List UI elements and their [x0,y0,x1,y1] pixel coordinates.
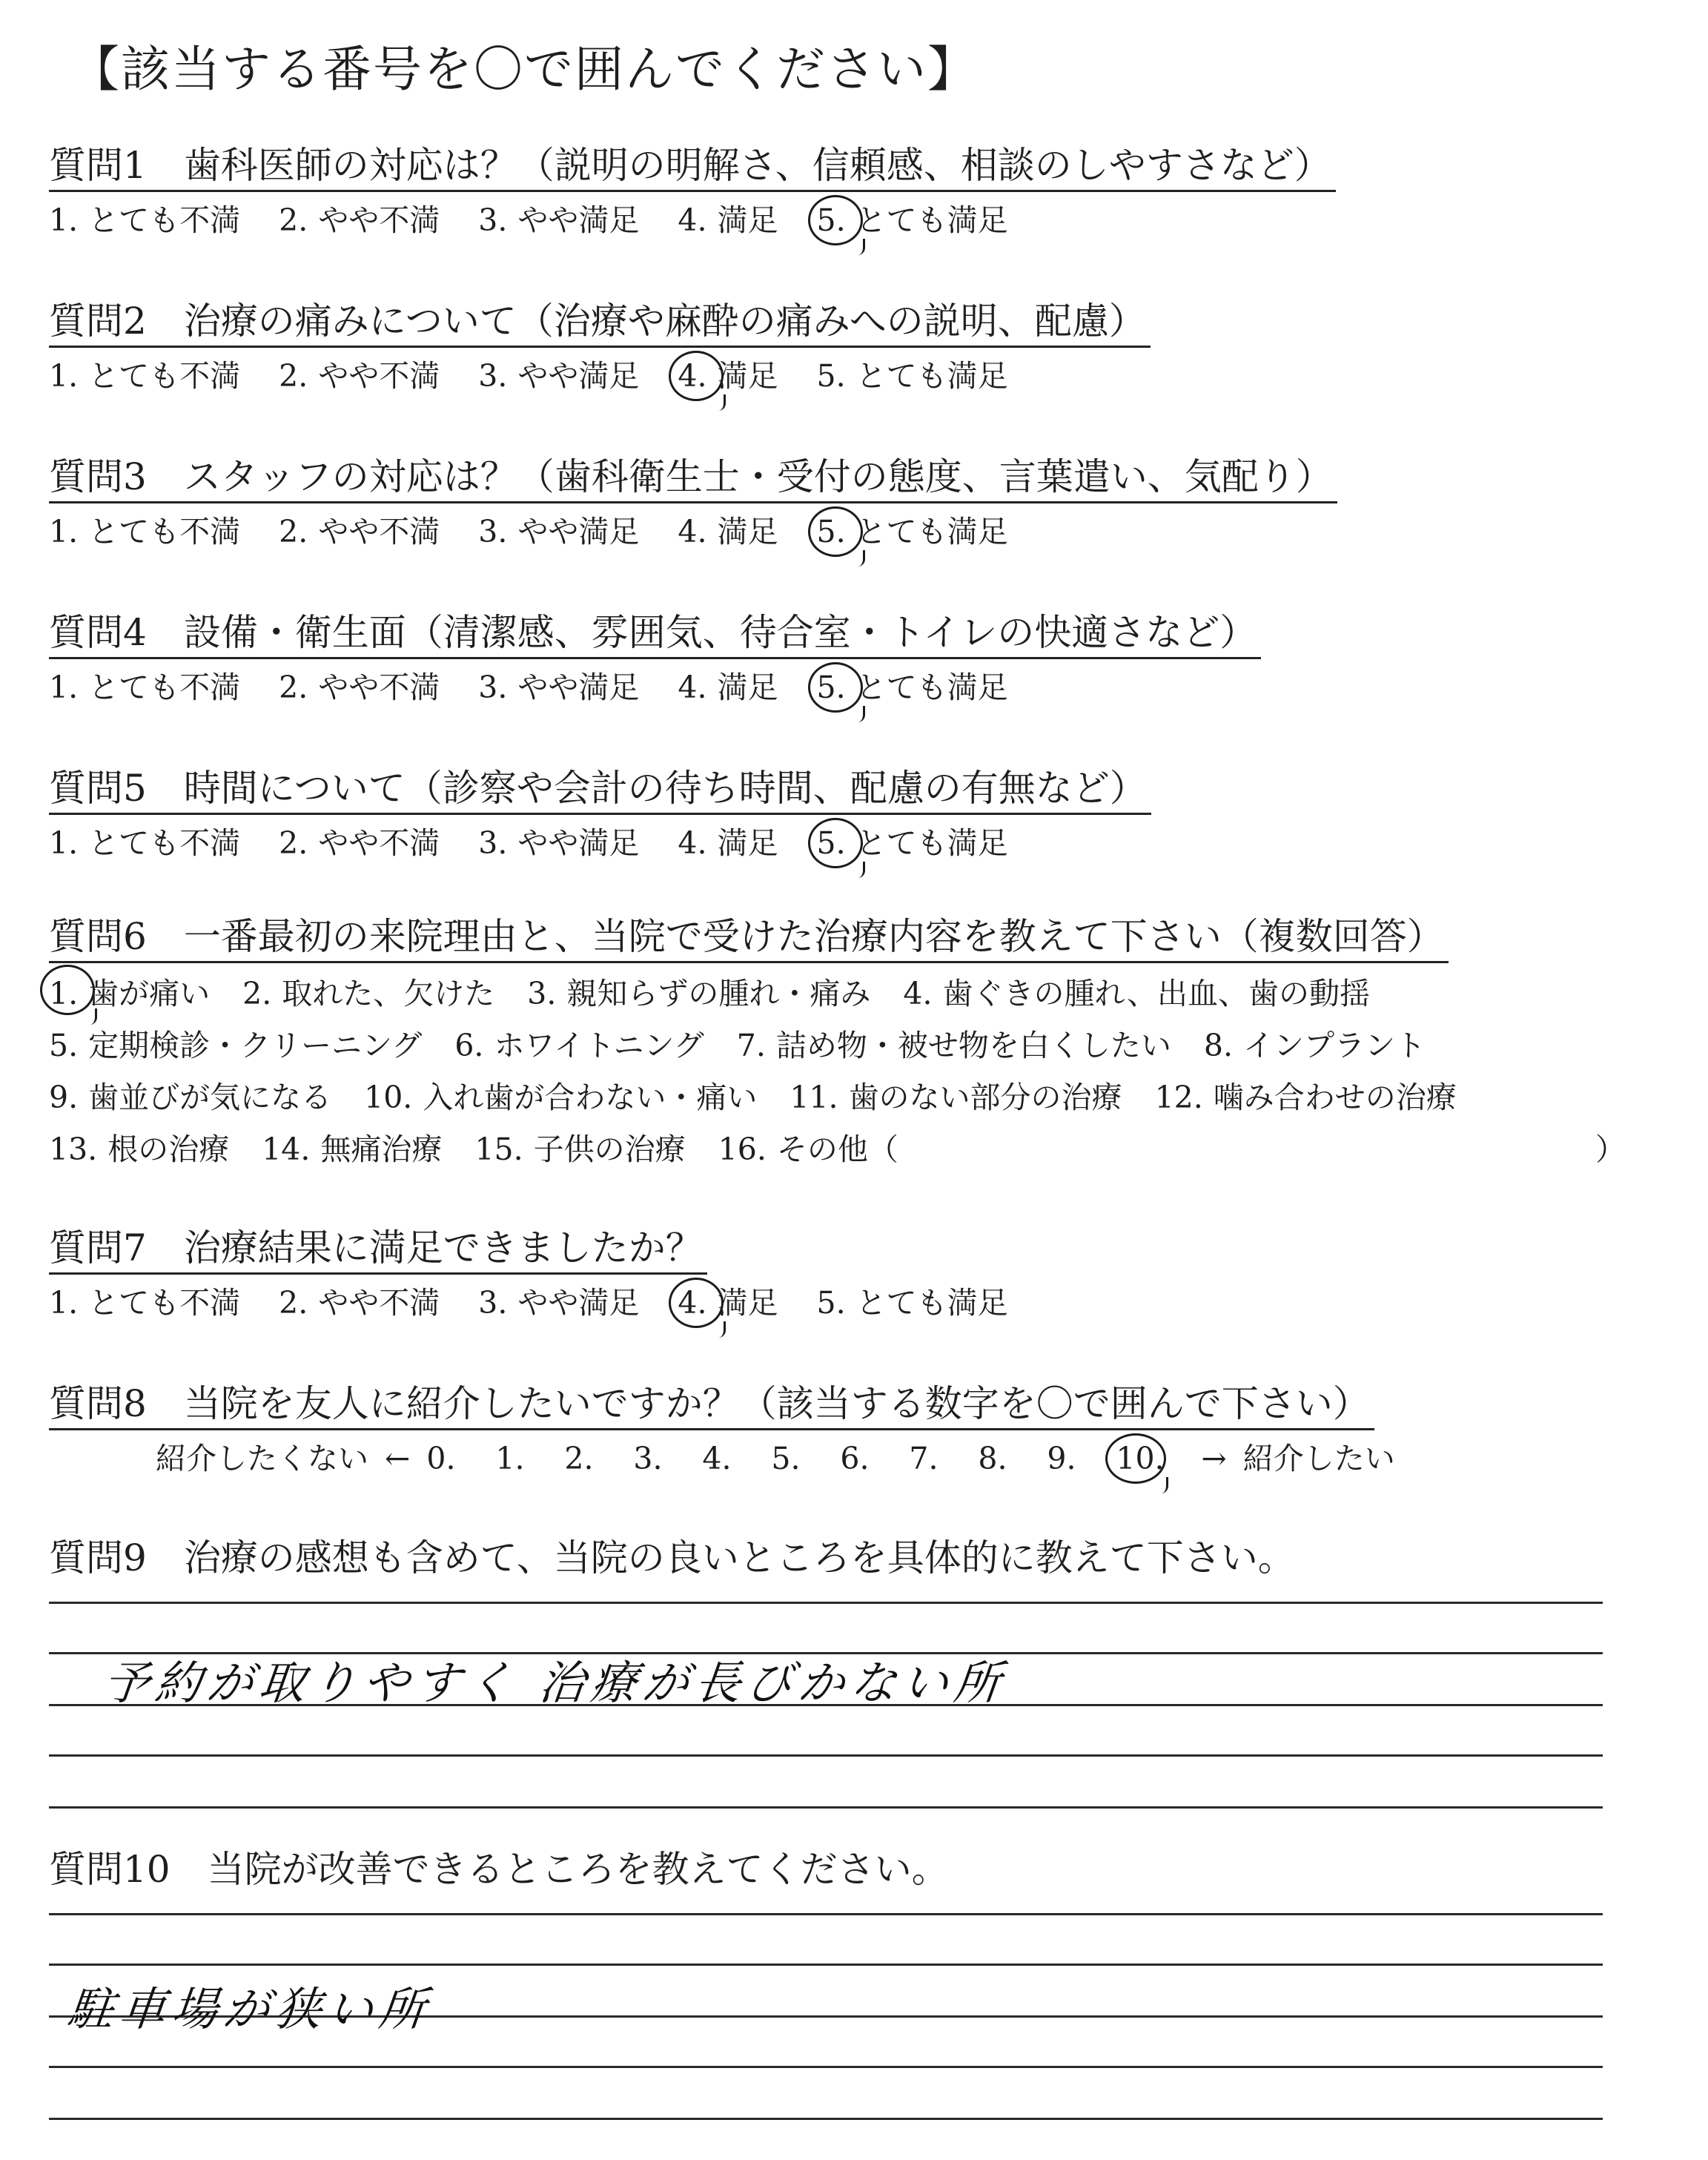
question-text: 治療の感想も含めて、当院の良いところを具体的に教えて下さい。 [183,1536,1295,1579]
question-block [49,1533,1300,1582]
question-block [49,608,1261,710]
question-block [49,912,1626,1175]
option-number: 1. [49,825,79,861]
option-label: とても満足 [855,670,1008,705]
option-number: 4. [678,202,707,238]
scale-option[interactable]: 5. [771,1441,801,1476]
answer-line [49,1754,1603,1757]
option-number: 3. [478,514,508,549]
handwritten-answer[interactable]: 駐車場が狭い所 [64,1982,434,2036]
option-label: インプラント [1243,1028,1426,1063]
scale-option[interactable]: 10. [1116,1436,1185,1481]
option-label: やや不満 [318,358,440,394]
options-row [49,665,1261,710]
question-heading [49,141,1336,192]
option-number: 2. [242,976,272,1011]
answer-option[interactable] [279,509,440,554]
option-label: 入れ歯が合わない・痛い [423,1080,758,1115]
option-number: 4. [678,825,707,861]
options-row [49,968,1489,1020]
answer-option[interactable] [279,665,440,710]
option-number: 1. [49,976,79,1011]
answer-option[interactable] [903,968,1370,1020]
option-number: 1. [49,514,79,549]
option-label: 詰め物・被せ物を白くしたい [775,1028,1171,1063]
options-row [49,1071,1489,1123]
options-grid [49,968,1626,1175]
option-label: 親知らずの腫れ・痛み [566,976,871,1011]
answer-option[interactable] [279,821,440,865]
option-label: とても満足 [855,514,1008,549]
question-block [49,452,1337,554]
option-number: 4. [678,514,707,549]
question-block [49,1379,1395,1481]
options-row [49,1281,1008,1325]
option-number: 15. [474,1132,523,1167]
option-number: 3. [478,825,508,861]
answer-option[interactable] [817,198,1008,242]
page-title: 【該当する番号を〇で囲んでください】 [70,41,978,98]
answer-option[interactable] [1204,1020,1426,1071]
option-label: 満足 [717,670,778,705]
question-number: 質問10 [49,1848,171,1891]
answer-option[interactable] [790,1071,1122,1123]
question-number: 質問6 [49,915,147,958]
scale-option[interactable]: 9. [1047,1441,1076,1476]
option-label: 満足 [717,202,778,238]
option-number: 5. [816,202,846,238]
answer-option[interactable] [49,509,240,554]
scale-option[interactable]: 2. [564,1441,594,1476]
option-number: 13. [49,1132,98,1167]
answer-option[interactable] [478,354,639,398]
option-label: とても不満 [88,825,241,861]
option-label: やや不満 [318,514,440,549]
option-label: とても満足 [855,202,1008,238]
question-text: 一番最初の来院理由と、当院で受けた治療内容を教えて下さい（複数回答） [183,915,1444,958]
answer-option[interactable] [49,1020,422,1071]
question-block [49,764,1151,865]
question-text: 当院が改善できるところを教えてください。 [207,1848,949,1891]
question-heading [49,452,1337,503]
left-arrow-icon: ← [385,1441,411,1476]
answer-option[interactable] [678,665,778,710]
option-label: 噛み合わせの治療 [1213,1080,1457,1115]
answer-option[interactable] [478,1281,639,1325]
option-number: 3. [478,670,508,705]
scale-option[interactable]: 8. [978,1441,1007,1476]
answer-option[interactable] [527,968,870,1020]
option-label: 満足 [717,514,778,549]
option-number: 3. [478,202,508,238]
answer-option[interactable] [817,354,1008,398]
option-number: 3. [478,1285,508,1321]
option-number: 2. [279,514,308,549]
option-label: 満足 [717,358,778,394]
question-text: スタッフの対応は？（歯科衛生士・受付の態度、言葉遣い、気配り） [183,455,1333,498]
answer-line [49,2066,1603,2068]
answer-option[interactable] [454,1020,704,1071]
option-number: 5. [816,514,846,549]
answer-option[interactable] [242,968,494,1020]
option-label: 取れた、欠けた [282,976,495,1011]
answer-option[interactable] [678,821,778,865]
question-heading [49,1379,1374,1430]
option-number: 2. [279,670,308,705]
answer-option[interactable] [678,1281,778,1325]
option-number: 5. [816,825,846,861]
option-number: 1. [49,1285,79,1321]
option-number: 9. [49,1080,79,1115]
options-row [49,509,1337,554]
option-number: 14. [262,1132,311,1167]
question-heading [49,764,1151,815]
question-text: 設備・衛生面（清潔感、雰囲気、待合室・トイレの快適さなど） [183,611,1257,654]
option-number: 4. [678,358,707,394]
answer-option[interactable] [279,354,440,398]
option-label: 歯が痛い [88,976,211,1011]
right-arrow-icon: → [1201,1441,1227,1476]
answer-option[interactable] [279,198,440,242]
answer-line [49,1806,1603,1809]
option-number: 11. [790,1080,838,1115]
answer-option[interactable] [262,1123,442,1175]
options-row [49,1020,1489,1071]
scale-right-label: 紹介したい [1242,1441,1395,1476]
option-label: とても不満 [88,202,241,238]
answer-option[interactable] [364,1071,757,1123]
answer-option[interactable] [478,509,639,554]
answer-option[interactable] [478,198,639,242]
question-block [49,141,1336,242]
answer-option[interactable] [737,1020,1171,1071]
option-number: 3. [478,358,508,394]
option-label: 歯ぐきの腫れ、出血、歯の動揺 [942,976,1370,1011]
answer-option[interactable] [49,665,240,710]
question-heading [49,1223,707,1275]
answer-option[interactable] [49,1071,331,1123]
question-number: 質問3 [49,455,147,498]
option-number: 8. [1203,1028,1233,1063]
scale-option[interactable]: 6. [840,1441,870,1476]
scale-left-label: 紹介したくない [156,1441,368,1476]
option-label: 歯並びが気になる [88,1080,332,1115]
answer-option[interactable] [49,1123,229,1175]
question-heading [49,1845,953,1894]
option-number: 5. [816,670,846,705]
option-label: やや満足 [517,514,640,549]
option-label: 根の治療 [107,1132,230,1167]
option-label: やや満足 [517,358,640,394]
question-text: 治療の痛みについて（治療や麻酔の痛みへの説明、配慮） [183,300,1146,343]
option-label: とても満足 [855,1285,1008,1321]
answer-option[interactable] [474,1123,685,1175]
other-close-paren: ） [1595,1132,1626,1167]
option-number: 10. [364,1080,413,1115]
option-label: やや満足 [517,1285,640,1321]
answer-option[interactable] [49,968,210,1020]
question-number: 質問1 [49,144,147,187]
answer-option[interactable] [817,509,1008,554]
option-number: 6. [454,1028,484,1063]
option-number: 2. [279,358,308,394]
option-label: その他（ [776,1132,898,1167]
answer-line [49,1964,1603,1966]
question-heading [49,912,1449,963]
question-heading [49,608,1261,659]
option-label: 子供の治療 [533,1132,686,1167]
handwritten-answer[interactable]: 予約が取りやすく 治療が長びかない所 [100,1656,1010,1710]
option-number: 5. [816,358,846,394]
question-text: 歯科医師の対応は？（説明の明解さ、信頼感、相談のしやすさなど） [183,144,1331,187]
question-heading [49,297,1151,348]
question-number: 質問2 [49,300,147,343]
option-label: やや満足 [517,670,640,705]
option-number: 3. [527,976,557,1011]
question-number: 質問4 [49,611,147,654]
option-label: 満足 [717,1285,778,1321]
option-number: 1. [49,202,79,238]
option-label: やや不満 [318,202,440,238]
option-number: 7. [736,1028,766,1063]
option-number: 1. [49,358,79,394]
scale-option[interactable]: 4. [702,1441,732,1476]
option-label: 満足 [717,825,778,861]
option-label: やや不満 [318,825,440,861]
scale-option[interactable]: 0. [426,1441,456,1476]
answer-line [49,1602,1603,1604]
answer-line [49,1913,1603,1915]
option-label: 無痛治療 [320,1132,443,1167]
option-number: 5. [816,1285,846,1321]
option-label: とても不満 [88,514,241,549]
option-label: とても不満 [88,1285,241,1321]
options-row [49,821,1151,865]
option-label: 定期検診・クリーニング [88,1028,423,1063]
question-heading [49,1533,1300,1582]
question-text: 時間について（診察や会計の待ち時間、配慮の有無など） [183,767,1147,810]
answer-option[interactable] [817,821,1008,865]
answer-option[interactable] [478,821,639,865]
option-number: 1. [49,670,79,705]
scale-option[interactable]: 3. [633,1441,663,1476]
answer-option[interactable] [279,1281,440,1325]
scale-option[interactable]: 1. [495,1441,525,1476]
option-number: 5. [49,1028,79,1063]
option-number: 4. [678,1285,707,1321]
question-number: 質問7 [49,1226,147,1269]
option-number: 2. [279,202,308,238]
question-block [49,1845,953,1894]
question-text: 治療結果に満足できましたか？ [183,1226,703,1269]
answer-option[interactable] [678,354,778,398]
option-label: とても不満 [88,670,241,705]
option-number: 2. [279,1285,308,1321]
answer-option[interactable] [718,1123,898,1175]
rating-scale [156,1436,1395,1481]
option-label: とても不満 [88,358,241,394]
option-number: 4. [678,670,707,705]
answer-option[interactable] [49,198,240,242]
answer-option[interactable] [49,821,240,865]
option-label: やや不満 [318,670,440,705]
question-text: 当院を友人に紹介したいですか？（該当する数字を〇で囲んで下さい） [183,1382,1370,1425]
option-label: やや不満 [318,1285,440,1321]
option-label: ホワイトニング [494,1028,704,1063]
scale-option[interactable]: 7. [909,1441,939,1476]
option-label: とても満足 [855,358,1008,394]
option-number: 12. [1154,1080,1203,1115]
question-block [49,1223,1008,1325]
answer-option[interactable] [678,198,778,242]
option-number: 2. [279,825,308,861]
answer-line [49,2118,1603,2120]
question-number: 質問5 [49,767,147,810]
answer-option[interactable] [1155,1071,1457,1123]
option-number: 16. [718,1132,767,1167]
options-row [49,198,1336,242]
answer-option[interactable] [817,665,1008,710]
options-row [49,1123,1626,1175]
answer-option[interactable] [49,354,240,398]
answer-option[interactable] [478,665,639,710]
option-label: 歯のない部分の治療 [848,1080,1122,1115]
option-label: やや満足 [517,825,640,861]
question-number: 質問9 [49,1536,147,1579]
options-row [49,354,1151,398]
option-label: とても満足 [855,825,1008,861]
option-number: 4. [903,976,933,1011]
answer-option[interactable] [678,509,778,554]
answer-option[interactable] [817,1281,1008,1325]
option-label: やや満足 [517,202,640,238]
question-number: 質問8 [49,1382,147,1425]
answer-option[interactable] [49,1281,240,1325]
question-block [49,297,1151,398]
